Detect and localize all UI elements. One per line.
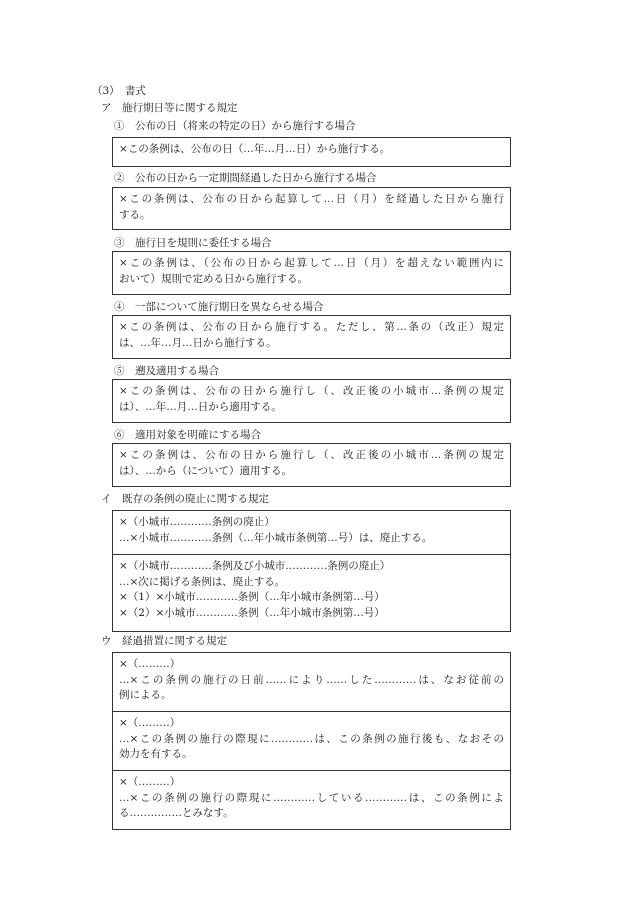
abolition-examples: [112, 510, 511, 632]
abolition-1-line-2: …×小城市…………条例（…年小城市条例第…号）は、廃止する。: [119, 531, 433, 544]
abolition-2-line-3: ×（1）×小城市…………条例（…年小城市条例第…号）: [119, 591, 385, 603]
abolition-example-1: [113, 511, 510, 554]
transitional-example-3: [113, 770, 510, 829]
example-box-3: [112, 251, 511, 295]
transitional-2-line-2: …×この条例の施行の際現に…………は、この条例の施行後も、なおその: [119, 732, 504, 745]
example-6-line-2: は）、…から（について）適用する。: [119, 464, 293, 477]
abolition-2-line-1: ×（小城市…………条例及び小城市…………条例の廃止）: [119, 560, 391, 572]
example-box-4: [112, 315, 511, 359]
transitional-1-line-2: …×この条例の施行の日前……により……した…………は、なお従前の: [119, 673, 504, 686]
item-6-label: ⑥ 適用対象を明確にする場合: [114, 429, 261, 441]
example-5-line-1: ×この条例は、公布の日から施行し（、改正後の小城市…条例の規定: [119, 385, 504, 397]
example-4-line-1: ×この条例は、公布の日から施行する。ただし、第…条の（改正）規定: [119, 321, 504, 333]
item-1-label: ① 公布の日（将来の特定の日）から施行する場合: [114, 120, 356, 132]
section-title: （3） 書式: [92, 85, 146, 97]
example-4-line-2: は、…年…月…日から施行する。: [119, 336, 277, 349]
transitional-2-line-3: 効力を有する。: [119, 748, 193, 760]
transitional-example-1: [113, 653, 510, 711]
example-box-2: [112, 187, 511, 230]
example-2-line-2: する。: [119, 208, 151, 221]
transitional-1-line-1: ×（………）: [119, 658, 181, 670]
transitional-3-line-3: る……………とみなす。: [119, 807, 234, 819]
abolition-example-2: [113, 554, 510, 631]
item-3-label: ③ 施行日を規則に委任する場合: [114, 237, 272, 249]
transitional-1-line-3: 例による。: [119, 689, 172, 701]
abolition-2-line-2: …×次に掲げる条例は、廃止する。: [119, 575, 286, 588]
abolition-1-line-1: ×（小城市…………条例の廃止）: [119, 516, 275, 528]
example-3-line-1: ×この条例は、（公布の日から起算して…日（月）を超えない範囲内に: [119, 257, 504, 269]
example-box-1: [112, 137, 511, 167]
transitional-2-line-1: ×（………）: [119, 717, 181, 729]
example-6-line-1: ×この条例は、公布の日から施行し（、改正後の小城市…条例の規定: [119, 449, 504, 461]
heading-i: イ 既存の条例の廃止に関する規定: [101, 493, 269, 505]
abolition-2-line-4: ×（2）×小城市…………条例（…年小城市条例第…号）: [119, 606, 385, 619]
item-5-label: ⑤ 遡及適用する場合: [114, 365, 219, 377]
transitional-example-2: [113, 711, 510, 770]
item-4-label: ④ 一部について施行期日を異ならせる場合: [114, 301, 324, 313]
example-3-line-2: おいて）規則で定める日から施行する。: [119, 272, 308, 285]
transitional-examples: [112, 652, 511, 830]
item-2-label: ② 公布の日から一定期間経過した日から施行する場合: [114, 172, 377, 184]
example-box-5: [112, 379, 511, 423]
example-1-line-1: ×この条例は、公布の日（…年…月…日）から施行する。: [119, 143, 391, 155]
heading-u: ウ 経過措置に関する規定: [101, 635, 227, 647]
heading-a: ア 施行期日等に関する規定: [101, 102, 238, 114]
example-5-line-2: は）、…年…月…日から適用する。: [119, 400, 282, 413]
example-box-6: [112, 443, 511, 487]
example-2-line-1: ×この条例は、公布の日から起算して…日（月）を経過した日から施行: [119, 193, 504, 205]
transitional-3-line-1: ×（………）: [119, 776, 181, 788]
transitional-3-line-2: …×この条例の施行の際現に…………している…………は、この条例によ: [119, 791, 504, 804]
